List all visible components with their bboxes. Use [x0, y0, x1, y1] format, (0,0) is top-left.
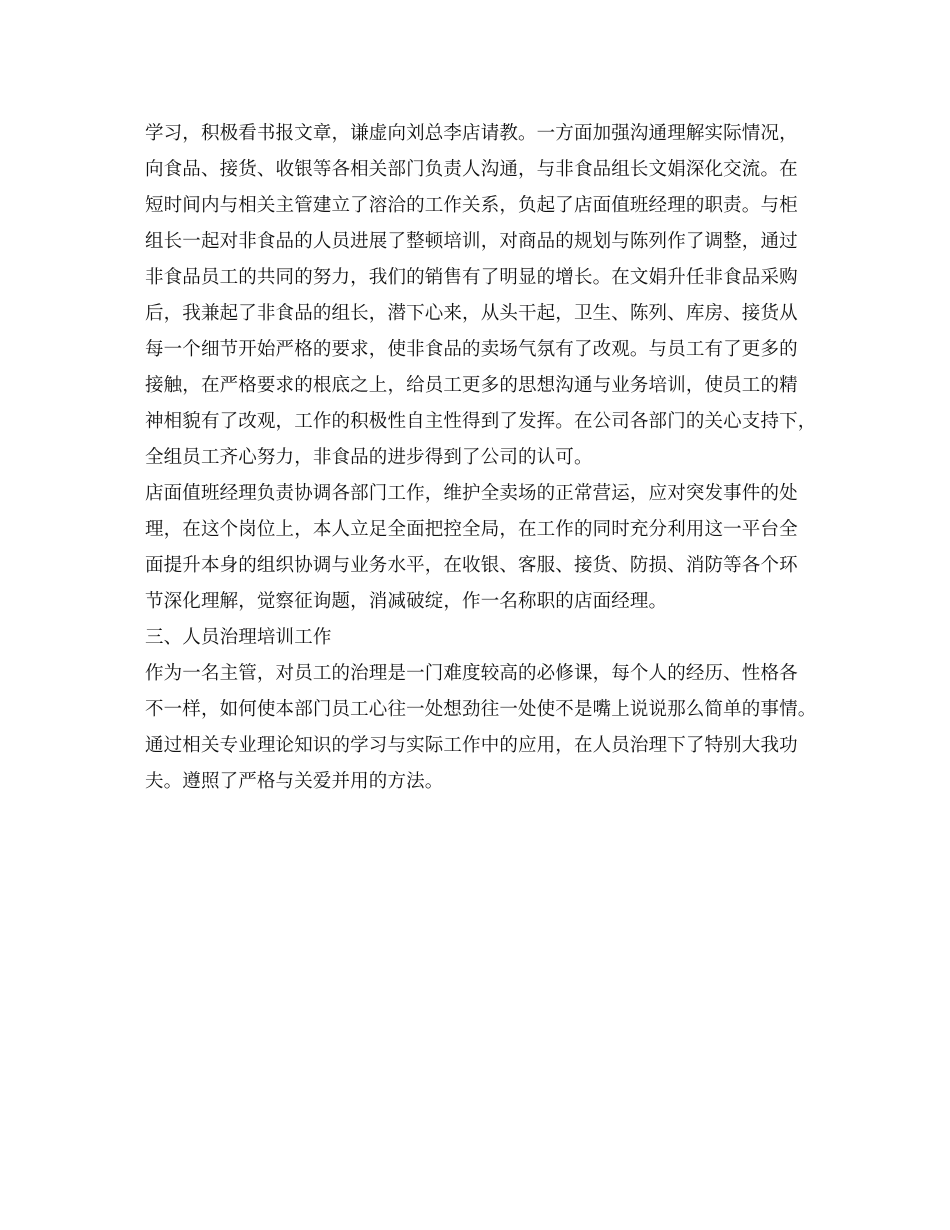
text-line: 神相貌有了改观，工作的积极性自主性得到了发挥。在公司各部门的关心支持下， — [145, 411, 817, 432]
text-line: 节深化理解，觉察征询题，消减破绽，作一名称职的店面经理。 — [145, 591, 668, 612]
text-line: 夫。遵照了严格与关爱并用的方法。 — [145, 771, 444, 792]
document-body — [145, 116, 817, 800]
text-line: 不一样，如何使本部门员工心往一处想劲往一处使不是嘴上说说那么简单的事情。 — [145, 699, 817, 720]
text-line: 学习，积极看书报文章，谦虚向刘总李店请教。一方面加强沟通理解实际情况， — [145, 123, 798, 144]
text-line: 组长一起对非食品的人员进展了整顿培训，对商品的规划与陈列作了调整，通过 — [145, 231, 798, 252]
text-line: 每一个细节开始严格的要求，使非食品的卖场气氛有了改观。与员工有了更多的 — [145, 339, 798, 360]
text-line: 通过相关专业理论知识的学习与实际工作中的应用，在人员治理下了特别大我功 — [145, 735, 798, 756]
text-line: 短时间内与相关主管建立了溶洽的工作关系，负起了店面值班经理的职责。与柜 — [145, 195, 798, 216]
text-line: 作为一名主管，对员工的治理是一门难度较高的必修课，每个人的经历、性格各 — [145, 663, 798, 684]
text-line: 面提升本身的组织协调与业务水平，在收银、客服、接货、防损、消防等各个环 — [145, 555, 798, 576]
text-line: 向食品、接货、收银等各相关部门负责人沟通，与非食品组长文娟深化交流。在 — [145, 159, 798, 180]
text-line: 接触，在严格要求的根底之上，给员工更多的思想沟通与业务培训，使员工的精 — [145, 375, 798, 396]
text-line: 后，我兼起了非食品的组长，潜下心来，从头干起，卫生、陈列、库房、接货从 — [145, 303, 798, 324]
text-line: 理，在这个岗位上，本人立足全面把控全局，在工作的同时充分利用这一平台全 — [145, 519, 798, 540]
text-line: 非食品员工的共同的努力，我们的销售有了明显的增长。在文娟升任非食品采购 — [145, 267, 798, 288]
text-line: 店面值班经理负责协调各部门工作，维护全卖场的正常营运，应对突发事件的处 — [145, 483, 798, 504]
section-heading: 三、人员治理培训工作 — [145, 627, 332, 648]
text-line: 全组员工齐心努力，非食品的进步得到了公司的认可。 — [145, 447, 593, 468]
